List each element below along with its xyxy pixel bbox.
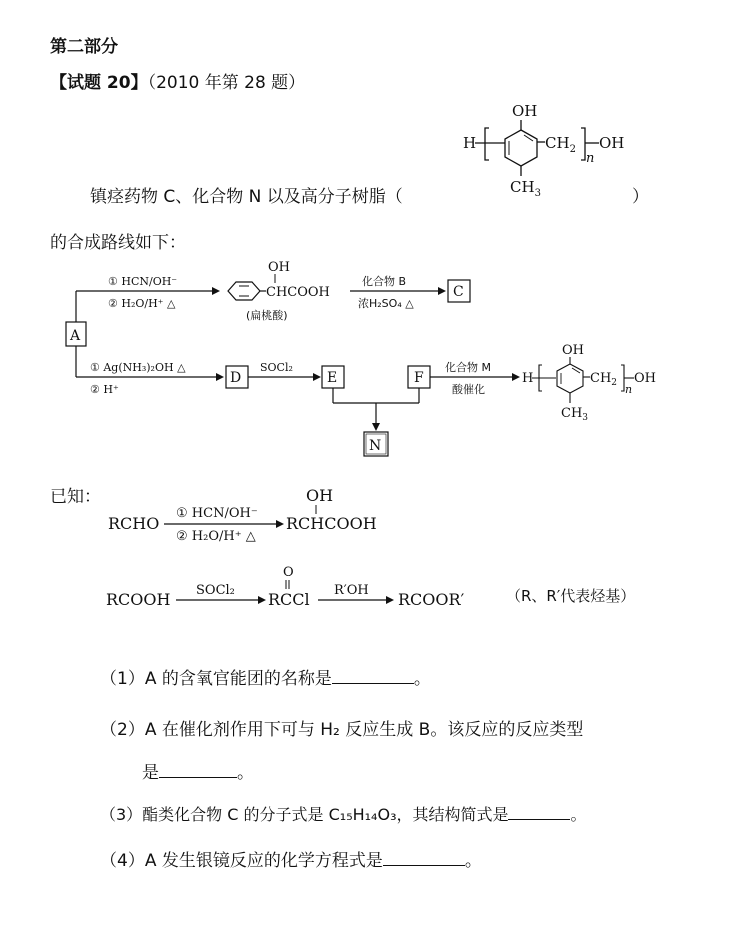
polymer-structure [455, 98, 655, 202]
benzene-ring-icon [228, 282, 260, 300]
question-2: （2）A 在催化剂作用下可与 H₂ 反应生成 B。该反应的反应类型 [100, 720, 584, 740]
reagent-3-bottom: ② H⁺ [90, 383, 119, 396]
svg-text:F: F [414, 370, 424, 386]
svg-text:OH: OH [634, 371, 656, 386]
polymer-oh: OH [512, 102, 538, 120]
polymer-h: H [463, 134, 477, 152]
intro-line-2: 的合成路线如下： [50, 233, 186, 253]
rx2-product: RCOOR′ [398, 590, 465, 609]
svg-text:n: n [625, 383, 633, 396]
svg-text:OH: OH [306, 486, 334, 505]
known-label: 已知： [50, 487, 101, 507]
svg-text:O: O [283, 565, 294, 580]
rx1-reagent-bottom: ② H₂O/H⁺ △ [176, 529, 256, 544]
rx1-reagent-top: ① HCN/OH⁻ [176, 506, 258, 521]
svg-text:CH2: $CH_2$ [545, 134, 576, 155]
svg-text:CH3: $CH_3$ [561, 406, 589, 423]
reagent-1-bottom: ② H₂O/H⁺ △ [108, 297, 176, 310]
reagent-5-top: 化合物 M [445, 361, 491, 374]
rx2-reagent-1: SOCl₂ [196, 583, 235, 598]
known-reactions [100, 484, 680, 614]
intro-paren-close: ） [632, 187, 649, 207]
reagent-5-bottom: 酸催化 [452, 383, 485, 396]
svg-text:OH: OH [268, 260, 290, 275]
reagent-3-top: ① Ag(NH₃)₂OH △ [90, 361, 186, 374]
rx1-product: RCHCOOH [286, 514, 377, 533]
polymer-n: n [586, 151, 595, 166]
question-2-cont: 是 。 [142, 763, 254, 783]
answer-blank[interactable] [159, 762, 237, 778]
question-1: （1）A 的含氧官能团的名称是 。 [100, 669, 431, 689]
svg-text:CH3: $CH_3$ [510, 178, 541, 199]
rx2-intermediate: RCCl [268, 590, 310, 609]
arrowhead-icon [212, 287, 220, 295]
question-4: （4）A 发生银镜反应的化学方程式是 。 [100, 851, 482, 871]
rx2-reagent-2: R′OH [334, 583, 369, 598]
problem-header [50, 68, 305, 93]
svg-text:OH: OH [599, 134, 625, 152]
question-3: （3）酯类化合物 C 的分子式是 C₁₅H₁₄O₃，其结构简式是 。 [100, 805, 587, 824]
rx1-reactant: RCHO [108, 514, 160, 533]
answer-blank[interactable] [332, 668, 414, 684]
intro-line-1: 镇痉药物 C、化合物 N 以及高分子树脂（ [90, 187, 403, 207]
svg-text:N: N [369, 438, 382, 454]
svg-text:C: C [453, 284, 464, 300]
benzene-ring-icon [505, 130, 537, 166]
svg-text:A: A [70, 328, 81, 344]
synthesis-scheme [60, 255, 700, 465]
mandelic-acid: CHCOOH [266, 285, 330, 300]
svg-text:H: H [522, 371, 534, 386]
answer-blank[interactable] [508, 804, 570, 820]
reagent-1-top: ① HCN/OH⁻ [108, 275, 178, 288]
mandelic-name: (扁桃酸) [246, 309, 288, 322]
svg-text:OH: OH [562, 343, 584, 358]
svg-text:E: E [327, 370, 338, 386]
rx2-note: （R、R′代表烃基） [506, 587, 636, 605]
svg-text:D: D [230, 370, 242, 386]
rx2-reactant: RCOOH [106, 590, 171, 609]
problem-label: 【试题 20】 [50, 73, 148, 93]
answer-blank[interactable] [383, 850, 465, 866]
reagent-2-bottom: 浓H₂SO₄ △ [358, 297, 414, 310]
problem-source: （2010 年第 28 题） [147, 73, 306, 93]
svg-text:CH2: $CH_2$ [590, 371, 618, 388]
reagent-2-top: 化合物 B [362, 275, 407, 288]
section-title: 第二部分 [50, 37, 118, 57]
reagent-4-top: SOCl₂ [260, 361, 293, 374]
